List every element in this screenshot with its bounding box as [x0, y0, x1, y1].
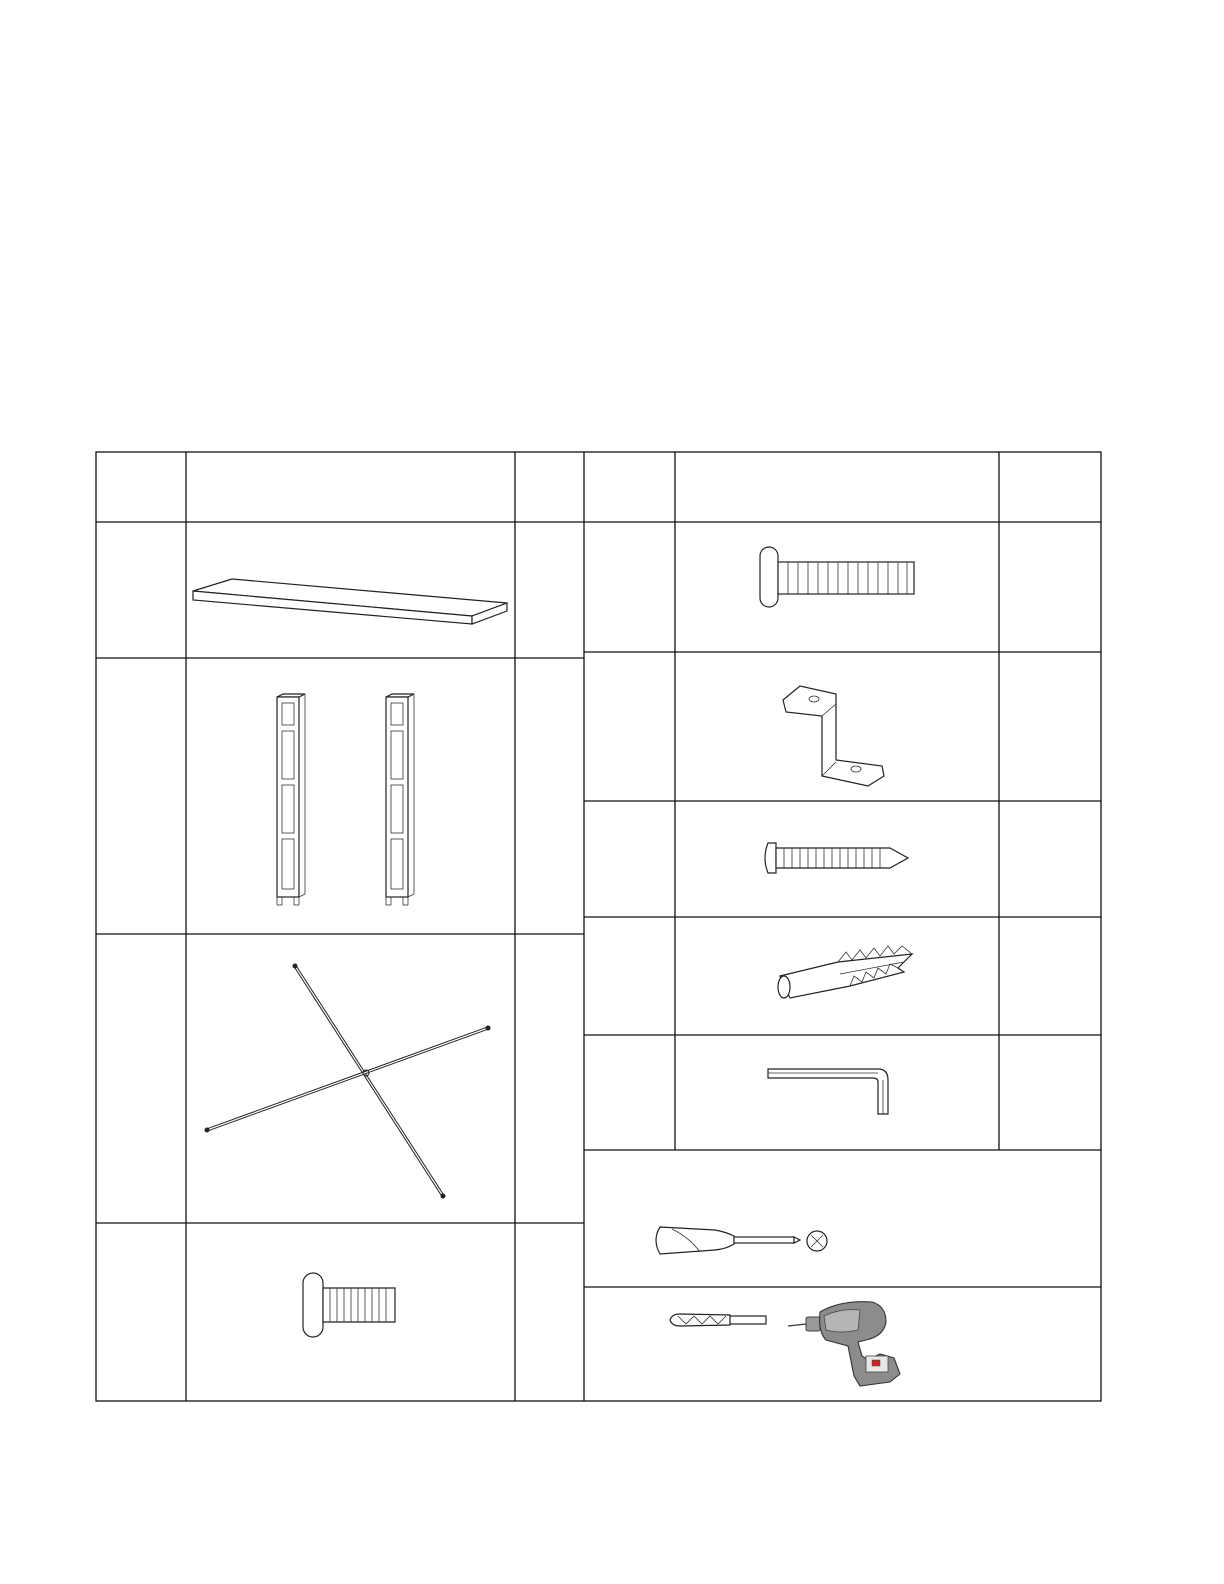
shelf-board-icon [193, 579, 507, 624]
phillips-screwdriver-icon [656, 1227, 827, 1254]
wall-anchor-icon [778, 946, 912, 998]
side-frames-icon [277, 694, 414, 905]
z-bracket-icon [783, 686, 884, 786]
bolt-short-icon [303, 1273, 395, 1337]
allen-key-icon [768, 1069, 888, 1114]
wood-screw-icon [765, 843, 908, 873]
drill-bit-icon [670, 1314, 766, 1326]
bolt-long-icon [760, 547, 914, 607]
power-drill-icon [788, 1302, 900, 1386]
cross-brace-icon [205, 964, 491, 1199]
